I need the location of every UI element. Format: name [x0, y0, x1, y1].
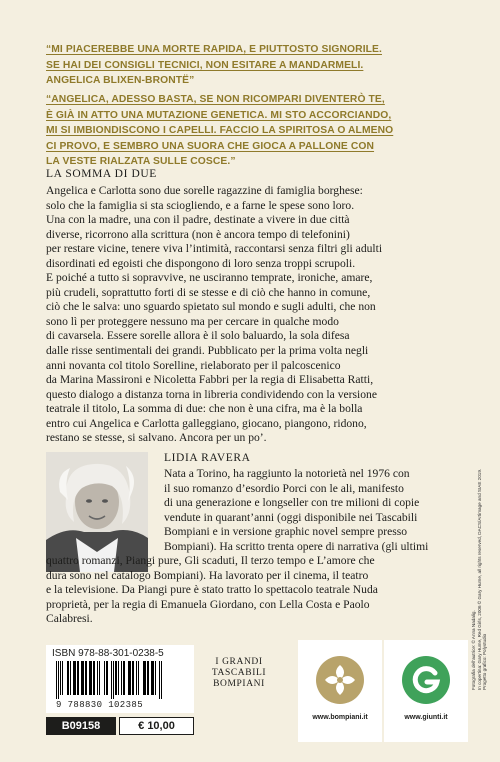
synopsis-line: E poiché a tutto si sopravvive, ne usciranno temprate, ironiche, amare, [46, 271, 373, 285]
quote-2-line: “ANGELICA, ADESSO BASTA, SE NON RICOMPARI DIVENTERÒ TE, [46, 94, 385, 105]
author-name: LIDIA RAVERA [164, 452, 251, 464]
quote-1 [46, 42, 446, 89]
synopsis-line: entro cui Angelica e Carlotta galleggiano, giocano, piangono, ridono, [46, 416, 367, 430]
credit-line: Fotografia dell’autrice: © Anna Nadalig. [471, 610, 476, 690]
synopsis-line: per restare vicine, tenere viva l’intimità, raccontarsi senza filtri gli adulti [46, 242, 383, 256]
synopsis-line: diverse, ricorrono alla scrittura (non è ancora tempo di telefonini) [46, 227, 350, 241]
isbn-label: ISBN 978-88-301-0238-5 [52, 648, 164, 659]
synopsis-line: Angelica e Carlotta sono due sorelle ragazzine di famiglia borghese: [46, 184, 363, 197]
synopsis-line: di cavarsela. Essere sorelle allora è il solo baluardo, la sola difesa [46, 329, 350, 343]
credit-line: Progetto grafico: Polystudio [482, 633, 488, 690]
synopsis-line: anni novanta col titolo Sorelline, rielaborato per il palcoscenico [46, 358, 341, 372]
book-code-badge: B09158 [46, 717, 116, 735]
bompiani-leaf-logo-icon [315, 655, 365, 705]
giunti-g-logo-icon [401, 655, 451, 705]
isbn-digits: 9 788830 102385 [56, 700, 144, 710]
bompiani-url[interactable]: www.bompiani.it [312, 714, 368, 721]
synopsis-line: Una con la madre, una con il padre, destinate a vivere in due città [46, 213, 350, 227]
synopsis-line: questo dialogo a distanza torna in libreria condividendo con la versione [46, 387, 377, 401]
synopsis-line: disordinati ed egoisti che dispongono di loro senza troppi scrupoli. [46, 256, 356, 270]
series-logo [206, 657, 272, 690]
author-bio-line: di una generazione e longseller con tre milioni di copie [164, 496, 420, 510]
giunti-url[interactable]: www.giunti.it [404, 714, 448, 721]
author-bio [46, 467, 464, 627]
author-bio-line: proprietà, per la regia di Emanuela Giordano, con Lella Costa e Paolo [46, 597, 370, 611]
price-badge: € 10,00 [119, 717, 194, 735]
synopsis-line: dalle risse sentimentali dei grandi. Pubblicato per la prima volta negli [46, 344, 369, 358]
author-bio-line: e la televisione. Da Piangi pure è stato tratto lo spettacolo teatrale Nuda [46, 583, 378, 597]
series-line: TASCABILI [211, 668, 267, 678]
quote-2-line: LA VESTE RIALZATA SULLE COSCE.” [46, 156, 236, 167]
quote-2-line: MI SI IMBIONDISCONO I CAPELLI. FACCIO LA SPIRITOSA O ALMENO [46, 125, 394, 136]
synopsis-line: restano se stesse, si salvano. Ancora per un po’. [46, 431, 267, 445]
synopsis-line: solo che la famiglia si sta sciogliendo, e a farne le spese sono loro. [46, 198, 355, 212]
image-credits [471, 450, 488, 690]
author-bio-line: dura sono nel catalogo Bompiani). Ha lavorato per il cinema, il teatro [46, 568, 369, 582]
author-bio-line: vendute in quarant’anni (oggi disponibile nei Tascabili [164, 510, 418, 524]
quote-2-line: È GIÀ IN ATTO UNA MUTAZIONE GENETICA. MI STO ACCORCIANDO, [46, 109, 392, 121]
synopsis-text [46, 184, 466, 446]
quote-2-line: CI PROVO, E SEMBRO UNA SUORA CHE GIOCA A PALLONE CON [46, 140, 375, 152]
author-bio-line: il suo romanzo d’esordio Porci con le ali, manifesto [164, 481, 404, 495]
author-bio-line: quattro romanzi, Piangi pure, Gli scaduti, Il terzo tempo e L’amore che [46, 554, 375, 568]
barcode-icon [56, 661, 184, 699]
quote-2 [46, 92, 446, 170]
credit-line: In copertina: Gary Hume, Red Girls, 2006 © Gary Hume, all rights reserved, DACS/Artimage and SIAE 2019. [476, 468, 482, 690]
quote-1-line: ANGELICA BLIXEN-BRONTË” [46, 75, 195, 86]
bompiani-logo-box [298, 640, 382, 742]
synopsis-line: ciò che le salva: uno sguardo spietato sul mondo e sugli adulti, che non [46, 300, 376, 314]
series-line: I GRANDI [215, 657, 263, 667]
section-title: LA SOMMA DI DUE [46, 168, 157, 180]
author-bio-line: Calabresi. [46, 612, 93, 626]
author-bio-line: Bompiani). Ha scritto trenta opere di narrativa (gli ultimi [164, 539, 429, 553]
synopsis-line: più crudeli, soprattutto forti di se stesse e di ciò che hanno in comune, [46, 285, 371, 299]
synopsis-line: sono lì per proteggere nessuno ma per cercare in qualche modo [46, 314, 339, 328]
giunti-logo-box [384, 640, 468, 742]
synopsis-line: da Marina Massironi e Nicoletta Fabbri per la regia di Elisabetta Ratti, [46, 373, 374, 387]
quote-1-line: “MI PIACEREBBE UNA MORTE RAPIDA, E PIUTTOSTO SIGNORILE. [46, 44, 382, 55]
series-line: BOMPIANI [213, 679, 265, 689]
author-bio-line: Nata a Torino, ha raggiunto la notorietà nel 1976 con [164, 467, 410, 480]
synopsis-line: teatrale il titolo, La somma di due: che non è una cifra, ma è la bolla [46, 402, 363, 416]
quote-1-line: SE HAI DEI CONSIGLI TECNICI, NON ESITARE A MANDARMELI. [46, 59, 364, 71]
isbn-barcode-box [46, 645, 194, 713]
author-bio-line: Bompiani e in versione graphic novel sempre presso [164, 525, 408, 539]
